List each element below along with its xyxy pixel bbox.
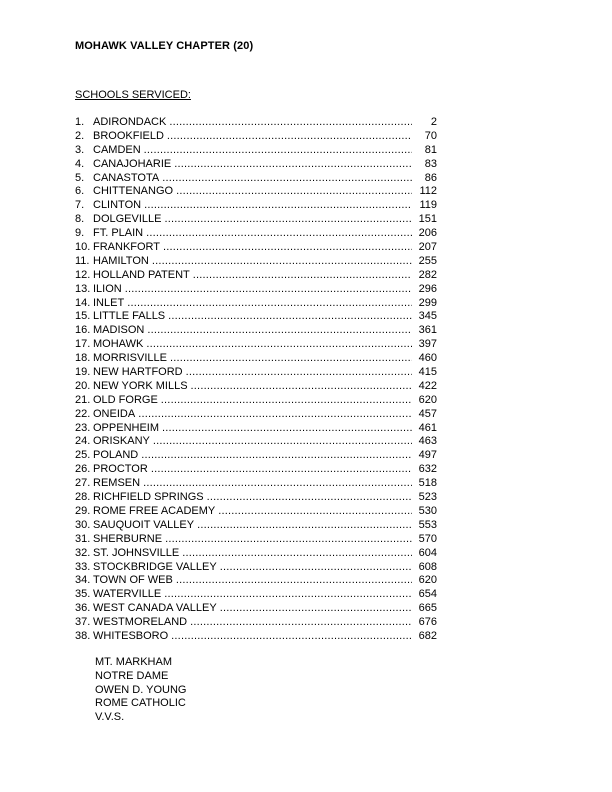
dot-leader [167,130,412,144]
school-page-number: 461 [418,421,437,434]
dot-leader [165,533,412,547]
dot-leader [164,588,412,602]
school-name: TOWN OF WEB [93,574,173,587]
school-page-number: 151 [418,213,437,226]
school-page-number: 415 [418,366,437,379]
school-number: 24. [75,435,91,448]
school-name: RICHFIELD SPRINGS [93,491,204,504]
school-page-number: 553 [418,518,437,531]
school-row [75,519,445,533]
dot-leader [146,338,412,352]
school-name: ROME FREE ACADEMY [93,504,216,517]
school-number: 4. [75,157,85,170]
school-row [75,533,445,547]
school-name: WEST CANADA VALLEY [93,602,217,615]
dot-leader [144,144,412,158]
school-number: 23. [75,421,91,434]
school-row [75,352,445,366]
dot-leader [125,283,412,297]
school-page-number: 255 [418,254,437,267]
school-row [75,547,445,561]
school-number: 2. [75,129,85,142]
school-row [75,366,445,380]
school-name: CANASTOTA [93,171,160,184]
school-name: OLD FORGE [93,393,158,406]
school-row [75,449,445,463]
school-page-number: 112 [419,185,437,198]
dot-leader [141,449,412,463]
dot-leader [162,172,412,186]
school-page-number: 530 [418,504,437,517]
dot-leader [168,310,412,324]
school-row [75,574,445,588]
school-number: 36. [75,602,91,615]
school-name: WESTMORELAND [93,616,188,629]
school-row [75,172,445,186]
school-number: 22. [75,407,91,420]
school-name: STOCKBRIDGE VALLEY [93,560,217,573]
school-number: 34. [75,574,91,587]
school-page-number: 83 [424,157,437,170]
dot-leader [169,116,412,130]
school-list [75,116,445,644]
school-page-number: 604 [418,546,437,559]
school-page-number: 345 [418,310,437,323]
school-row [75,116,445,130]
school-row [75,130,445,144]
dot-leader [220,561,412,575]
school-row [75,491,445,505]
dot-leader [190,616,412,630]
school-number: 9. [75,227,85,240]
school-page-number: 460 [418,352,437,365]
dot-leader [197,519,412,533]
school-name: NEW YORK MILLS [93,379,188,392]
school-number: 17. [75,338,91,351]
school-page-number: 422 [418,379,437,392]
school-row [75,297,445,311]
school-row [75,616,445,630]
school-name: MORRISVILLE [93,352,167,365]
dot-leader [186,366,412,380]
school-name: LITTLE FALLS [93,310,166,323]
school-page-number: 457 [418,407,437,420]
school-page-number: 620 [418,393,437,406]
school-page-number: 207 [418,241,437,254]
school-name: INLET [93,296,125,309]
dot-leader [218,505,412,519]
school-row [75,227,445,241]
school-page-number: 463 [418,435,437,448]
school-name: SHERBURNE [93,532,163,545]
school-row [75,422,445,436]
school-name: FRANKFORT [93,241,161,254]
school-page-number: 632 [418,463,437,476]
school-page-number: 518 [418,477,437,490]
dot-leader [171,630,412,644]
dot-leader [163,241,412,255]
school-row [75,477,445,491]
school-name: MADISON [93,324,145,337]
other-school-name: V.V.S. [95,711,125,724]
school-name: CANAJOHARIE [93,157,172,170]
dot-leader [182,547,412,561]
school-row [75,463,445,477]
school-number: 21. [75,393,91,406]
school-row [75,505,445,519]
school-row [75,310,445,324]
other-school-name: NOTRE DAME [95,669,169,682]
school-name: CLINTON [93,199,142,212]
school-row [75,380,445,394]
dot-leader [176,574,412,588]
school-number: 28. [75,491,91,504]
other-schools-list [95,656,186,725]
school-name: CAMDEN [93,143,141,156]
school-name: MOHAWK [93,338,144,351]
school-page-number: 620 [418,574,437,587]
school-name: ADIRONDACK [93,116,167,128]
school-number: 3. [75,143,85,156]
school-name: ORISKANY [93,435,150,448]
dot-leader [144,199,412,213]
school-row [75,338,445,352]
school-number: 10. [75,241,91,254]
school-name: ST. JOHNSVILLE [93,546,180,559]
school-page-number: 86 [424,171,437,184]
school-page-number: 206 [418,227,437,240]
school-row [75,255,445,269]
school-page-number: 81 [424,143,437,156]
school-number: 16. [75,324,91,337]
school-name: OPPENHEIM [93,421,160,434]
dot-leader [152,255,412,269]
school-page-number: 654 [418,588,437,601]
dot-leader [193,269,412,283]
school-name: CHITTENANGO [93,185,174,198]
school-row [75,185,445,199]
school-page-number: 119 [419,199,437,212]
school-name: NEW HARTFORD [93,366,183,379]
school-name: WHITESBORO [93,629,169,642]
section-heading: SCHOOLS SERVICED: [75,89,191,101]
dot-leader [191,380,412,394]
school-name: REMSEN [93,477,141,490]
school-number: 15. [75,310,91,323]
school-row [75,630,445,644]
other-school-name: OWEN D. YOUNG [95,683,187,696]
school-number: 26. [75,463,91,476]
school-row [75,269,445,283]
school-name: DOLGEVILLE [93,213,162,226]
school-row [75,602,445,616]
other-school-name: ROME CATHOLIC [95,697,186,710]
school-page-number: 682 [418,629,437,642]
school-page-number: 497 [418,449,437,462]
dot-leader [220,602,412,616]
school-page-number: 282 [418,268,437,281]
school-number: 37. [75,616,91,629]
school-row [75,408,445,422]
school-page-number: 523 [418,491,437,504]
dot-leader [147,324,412,338]
school-name: BROOKFIELD [93,129,164,142]
school-number: 32. [75,546,91,559]
dot-leader [207,491,412,505]
dot-leader [164,213,412,227]
school-number: 19. [75,366,91,379]
school-number: 31. [75,532,91,545]
school-name: PROCTOR [93,463,148,476]
school-number: 14. [75,296,91,309]
school-number: 27. [75,477,91,490]
school-row [75,199,445,213]
school-number: 5. [75,171,85,184]
school-name: FT. PLAIN [93,227,144,240]
school-row [75,435,445,449]
other-school-name: MT. MARKHAM [95,656,172,668]
school-name: POLAND [93,449,139,462]
school-number: 35. [75,588,91,601]
school-name: HAMILTON [93,254,149,267]
dot-leader [143,477,412,491]
school-page-number: 608 [418,560,437,573]
school-number: 20. [75,379,91,392]
school-row [75,283,445,297]
school-page-number: 2 [430,116,437,128]
school-page-number: 665 [418,602,437,615]
page-title: MOHAWK VALLEY CHAPTER (20) [75,40,254,52]
school-number: 30. [75,518,91,531]
school-name: SAUQUOIT VALLEY [93,518,195,531]
school-number: 18. [75,352,91,365]
school-number: 6. [75,185,85,198]
school-number: 33. [75,560,91,573]
school-number: 7. [75,199,85,212]
school-page-number: 299 [418,296,437,309]
dot-leader [151,463,412,477]
school-row [75,394,445,408]
school-row [75,561,445,575]
school-number: 38. [75,629,91,642]
dot-leader [153,435,412,449]
dot-leader [161,394,412,408]
school-row [75,241,445,255]
school-number: 1. [75,116,85,128]
school-row [75,144,445,158]
school-row [75,213,445,227]
school-number: 12. [75,268,91,281]
school-page-number: 70 [424,129,437,142]
dot-leader [174,158,412,172]
school-row [75,324,445,338]
school-page-number: 676 [418,616,437,629]
school-number: 11. [75,254,90,267]
dot-leader [162,422,412,436]
school-number: 25. [75,449,91,462]
school-row [75,588,445,602]
school-name: HOLLAND PATENT [93,268,190,281]
dot-leader [138,408,412,422]
dot-leader [176,185,412,199]
dot-leader [127,297,412,311]
school-page-number: 361 [418,324,437,337]
school-number: 13. [75,282,91,295]
school-page-number: 397 [418,338,437,351]
school-name: ONEIDA [93,407,136,420]
dot-leader [146,227,412,241]
school-number: 29. [75,504,91,517]
school-page-number: 296 [418,282,437,295]
dot-leader [170,352,412,366]
school-number: 8. [75,213,85,226]
school-name: WATERVILLE [93,588,162,601]
school-page-number: 570 [418,532,437,545]
school-row [75,158,445,172]
school-name: ILION [93,282,122,295]
